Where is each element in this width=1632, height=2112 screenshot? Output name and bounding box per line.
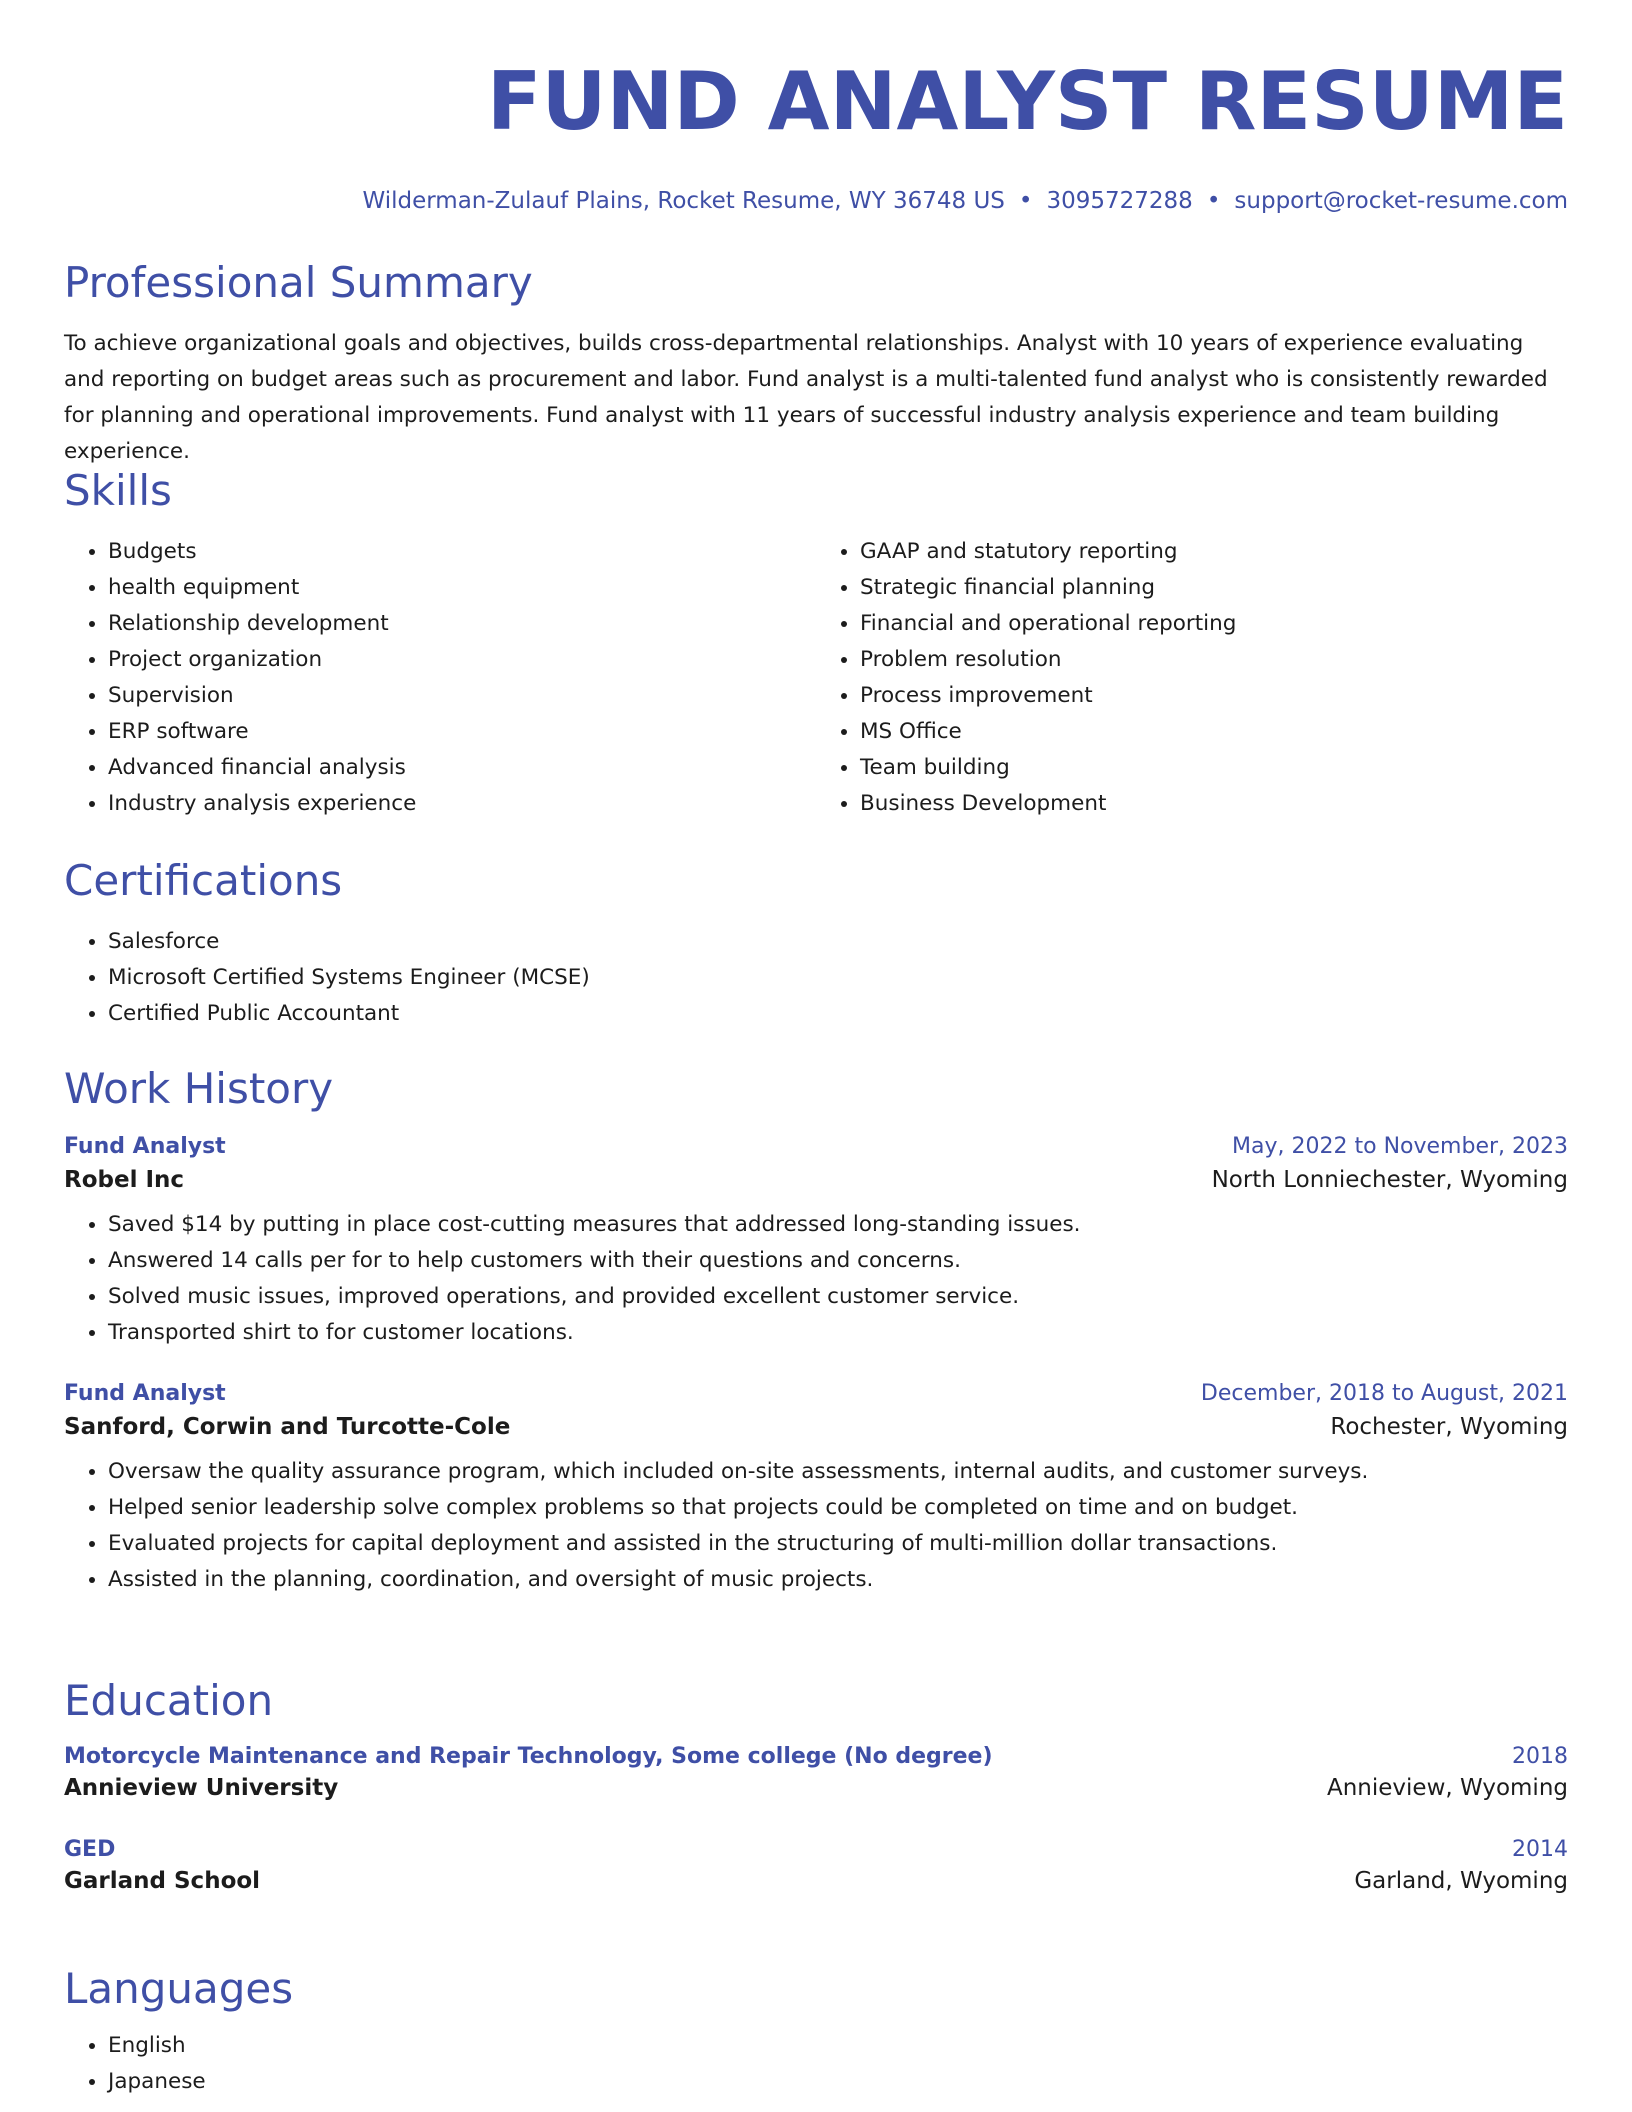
skill-item: • GAAP and statutory reporting: [860, 534, 1568, 570]
education-header-row: [64, 1744, 1568, 1769]
skill-item: • Process improvement: [860, 678, 1568, 714]
job-bullets: [64, 1207, 1568, 1351]
job-dates: December, 2018 to August, 2021: [1200, 1381, 1568, 1406]
certification-item: • Certified Public Accountant: [108, 996, 1568, 1032]
education-school-row: [64, 1868, 1568, 1894]
summary-text: To achieve organizational goals and objectives, builds cross-departmental relationships. Analyst with 10 years of experience evaluating and reporting on budget areas such as procurement and labor. Fund analyst is a multi-talented fund analyst who is consistently rewarded for planning and operational improvements. Fund analyst with 11 years of successful industry analysis experience and team building experience.: [64, 331, 1548, 464]
job-entry: [64, 1381, 1568, 1598]
languages-list: [64, 2028, 1568, 2100]
resume-title: FUND ANALYST RESUME: [486, 55, 1568, 148]
contact-separator: •: [1206, 188, 1221, 214]
job-bullets: [64, 1454, 1568, 1598]
skills-grid: [64, 534, 1568, 822]
language-item: • Japanese: [108, 2064, 1568, 2100]
certifications-list: [64, 924, 1568, 1032]
job-bullet: • Oversaw the quality assurance program, which included on-site assessments, internal audits, and customer surveys.: [108, 1454, 1568, 1490]
skill-item: • Business Development: [860, 786, 1568, 822]
certifications-section: [64, 856, 1568, 1032]
section-title-work-history: Work History: [64, 1064, 334, 1113]
language-item: • English: [108, 2028, 1568, 2064]
skill-item: • health equipment: [108, 570, 816, 606]
job-header-row: [64, 1134, 1568, 1159]
job-location: North Lonniechester, Wyoming: [1211, 1167, 1568, 1193]
education-location: Annieview, Wyoming: [1326, 1775, 1568, 1801]
job-location: Rochester, Wyoming: [1330, 1414, 1568, 1440]
skill-item: • Industry analysis experience: [108, 786, 816, 822]
skill-item: • ERP software: [108, 714, 816, 750]
contact-separator: •: [1018, 188, 1033, 214]
education-year: 2018: [1512, 1744, 1568, 1769]
summary-section: [64, 258, 1568, 470]
education-entry: [64, 1744, 1568, 1801]
resume-header: [64, 0, 1568, 214]
job-entry: [64, 1134, 1568, 1351]
skills-list-right: [816, 534, 1568, 822]
education-year: 2014: [1512, 1837, 1568, 1862]
job-bullet: • Helped senior leadership solve complex problems so that projects could be completed on time and on budget.: [108, 1490, 1568, 1526]
job-company: Robel Inc: [64, 1167, 185, 1193]
education-header-row: [64, 1837, 1568, 1862]
skill-item: • Project organization: [108, 642, 816, 678]
skill-item: • Problem resolution: [860, 642, 1568, 678]
job-company: Sanford, Corwin and Turcotte-Cole: [64, 1414, 511, 1440]
job-bullet: • Evaluated projects for capital deployment and assisted in the structuring of multi-million dollar transactions.: [108, 1526, 1568, 1562]
resume-page: [64, 0, 1568, 2094]
education-entry: [64, 1837, 1568, 1894]
skills-section: [64, 466, 1568, 822]
education-school: Garland School: [64, 1868, 261, 1894]
job-company-row: [64, 1167, 1568, 1193]
skill-item: • Budgets: [108, 534, 816, 570]
section-title-summary: Professional Summary: [64, 258, 533, 307]
section-title-certifications: Certifications: [64, 856, 343, 905]
section-title-skills: Skills: [64, 466, 172, 515]
languages-section: [64, 1964, 1568, 2100]
job-bullet: • Answered 14 calls per for to help customers with their questions and concerns.: [108, 1243, 1568, 1279]
skill-item: • Financial and operational reporting: [860, 606, 1568, 642]
education-location: Garland, Wyoming: [1354, 1868, 1568, 1894]
section-title-education: Education: [64, 1676, 274, 1725]
skill-item: • Team building: [860, 750, 1568, 786]
skill-item: • MS Office: [860, 714, 1568, 750]
education-section: [64, 1676, 1568, 1894]
contact-email[interactable]: support@rocket-resume.com: [1234, 188, 1568, 214]
education-degree: Motorcycle Maintenance and Repair Technology, Some college (No degree): [64, 1744, 993, 1769]
skill-item: • Advanced financial analysis: [108, 750, 816, 786]
job-title: Fund Analyst: [64, 1381, 226, 1406]
education-school: Annieview University: [64, 1775, 339, 1801]
education-school-row: [64, 1775, 1568, 1801]
job-header-row: [64, 1381, 1568, 1406]
job-bullet: • Solved music issues, improved operations, and provided excellent customer service.: [108, 1279, 1568, 1315]
job-dates: May, 2022 to November, 2023: [1232, 1134, 1568, 1159]
work-history-section: [64, 1064, 1568, 1598]
certification-item: • Salesforce: [108, 924, 1568, 960]
job-bullet: • Transported shirt to for customer locations.: [108, 1315, 1568, 1351]
job-bullet: • Assisted in the planning, coordination, and oversight of music projects.: [108, 1562, 1568, 1598]
job-bullet: • Saved $14 by putting in place cost-cutting measures that addressed long-standing issues.: [108, 1207, 1568, 1243]
contact-line: [64, 188, 1568, 214]
skill-item: • Relationship development: [108, 606, 816, 642]
job-title: Fund Analyst: [64, 1134, 226, 1159]
section-title-languages: Languages: [64, 1964, 294, 2013]
skill-item: • Supervision: [108, 678, 816, 714]
certification-item: • Microsoft Certified Systems Engineer (MCSE): [108, 960, 1568, 996]
job-company-row: [64, 1414, 1568, 1440]
contact-address: Wilderman-Zulauf Plains, Rocket Resume, WY 36748 US: [362, 188, 1005, 214]
skill-item: • Strategic financial planning: [860, 570, 1568, 606]
contact-phone: 3095727288: [1046, 188, 1193, 214]
education-degree: GED: [64, 1837, 116, 1862]
skills-list-left: [64, 534, 816, 822]
